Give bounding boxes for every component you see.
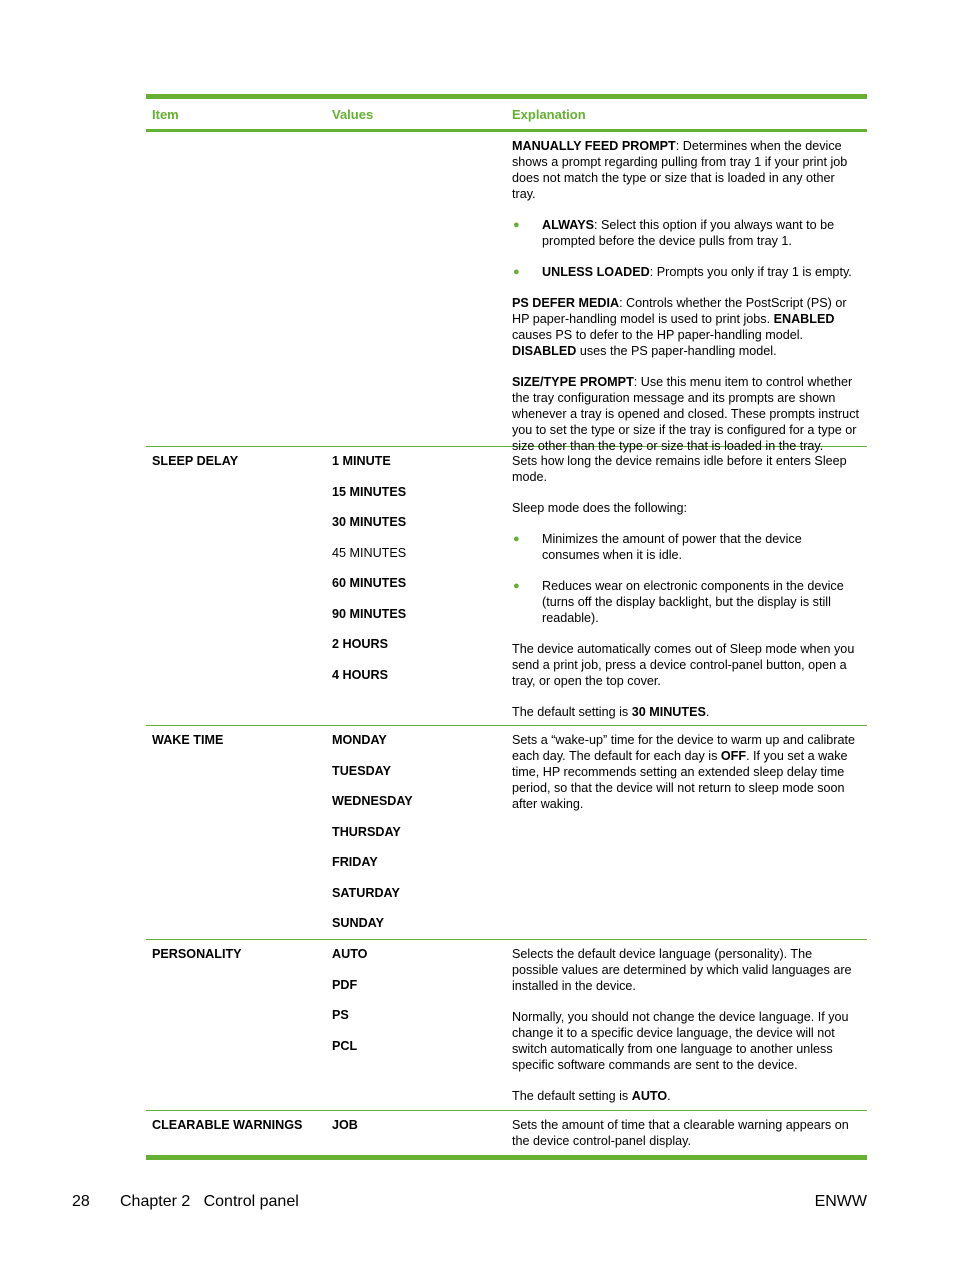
value-option: 90 MINUTES (332, 606, 407, 621)
value-option: PS (332, 1008, 349, 1022)
bullet-icon: ● (513, 580, 520, 592)
manual-feed-paragraph: MANUALLY FEED PROMPT: Determines when the device shows a prompt regarding pulling from tray 1 if your print job does not match the type or size that is loaded in any other tray. (512, 139, 848, 201)
value-option: PCL (332, 1038, 358, 1053)
list-item: ● ALWAYS: Select this option if you always want to be prompted before the device pulls from tray 1. (513, 218, 835, 248)
list-item: ● Minimizes the amount of power that the device consumes when it is idle. (513, 532, 802, 562)
size-type-paragraph: SIZE/TYPE PROMPT: Use this menu item to control whether the tray configuration message and its prompts are shown whenever a tray is opened and closed. These prompts instruct you to set the type or size if the tray is configured for a type or size other than the type or size that is loaded in the tray. (512, 375, 859, 453)
explanation-cell: Sets how long the device remains idle before it enters Sleep mode. Sleep mode does the following: ● Minimizes the amount of power that the device consumes when it is idle. ● Reduces wear on electronic components in the device (turns off the display backlight, but the display is still readable). The device automatically comes out of Sleep mode when you send a print job, press a device control-panel button, open a tray, or open the top cover. The default setting is 30 MINUTES. (506, 447, 867, 725)
default-setting: The default setting is 30 MINUTES. (512, 705, 710, 719)
list-item: ● UNLESS LOADED: Prompts you only if tray 1 is empty. (513, 265, 852, 279)
table-header (146, 99, 867, 132)
ps-defer-paragraph: PS DEFER MEDIA: Controls whether the PostScript (PS) or HP paper-handling model is used to print jobs. ENABLED causes PS to defer to the HP paper-handling model. DISABLED uses the PS paper-handling model. (512, 296, 847, 358)
values-cell (326, 447, 506, 725)
value-option: TUESDAY (332, 763, 392, 778)
value-option: JOB (332, 1118, 358, 1132)
value-option: WEDNESDAY (332, 794, 413, 808)
value-option: 2 HOURS (332, 637, 388, 651)
page-number: 28 (72, 1193, 90, 1210)
value-option: 4 HOURS (332, 667, 388, 682)
list-item: ● Reduces wear on electronic components in the device (turns off the display backlight, but the display is still readable). (513, 579, 844, 625)
value-option: PDF (332, 977, 358, 992)
value-option: FRIDAY (332, 855, 378, 869)
header-item: Item (152, 106, 179, 122)
item-cell: PERSONALITY (152, 947, 242, 961)
value-option: MONDAY (332, 733, 387, 747)
value-option: 45 MINUTES (332, 545, 407, 560)
explanation-cell (506, 132, 867, 453)
bullet-icon: ● (513, 219, 520, 231)
menu-table (146, 94, 867, 1160)
value-option: SATURDAY (332, 885, 400, 900)
page-footer (72, 1193, 867, 1211)
item-cell: CLEARABLE WARNINGS (152, 1118, 303, 1132)
value-option: AUTO (332, 947, 368, 961)
explanation-cell: Selects the default device language (personality). The possible values are determined by which valid languages are installed in the device. Normally, you should not change the device language. If you change it to a specific device language, the device will not switch automatically from one language to another unless specific software commands are sent to the device. The default setting is AUTO. (506, 940, 867, 1110)
item-cell: WAKE TIME (152, 733, 224, 747)
bullet-icon: ● (513, 533, 520, 545)
table-bottom-rule (146, 1155, 867, 1160)
table-row-wake-time (146, 726, 867, 940)
item-cell: SLEEP DELAY (152, 454, 239, 468)
values-cell (326, 940, 506, 1110)
table-row-personality (146, 940, 867, 1111)
explanation-cell: Sets the amount of time that a clearable warning appears on the device control-panel display. (512, 1118, 849, 1148)
explanation-cell: Sets a “wake-up” time for the device to warm up and calibrate each day. The default for each day is OFF. If you set a wake time, HP recommends setting an extended sleep delay time period, so that the device will not return to sleep mode soon after waking. (512, 733, 855, 811)
header-explanation: Explanation (512, 106, 586, 122)
bullet-icon: ● (513, 266, 520, 278)
value-option: 15 MINUTES (332, 484, 407, 499)
value-option: SUNDAY (332, 916, 385, 930)
value-option: 1 MINUTE (332, 454, 391, 468)
value-option: 60 MINUTES (332, 576, 407, 590)
table-row-clearable-warnings (146, 1111, 867, 1155)
doc-tag: ENWW (814, 1193, 867, 1210)
header-values: Values (332, 106, 374, 122)
value-option: 30 MINUTES (332, 515, 407, 529)
chapter-title: Chapter 2 Control panel (120, 1193, 299, 1210)
values-cell (326, 726, 506, 939)
table-row (146, 132, 867, 453)
table-row-sleep-delay (146, 447, 867, 726)
default-setting: The default setting is AUTO. (512, 1089, 671, 1103)
value-option: THURSDAY (332, 824, 401, 839)
values-cell (326, 1111, 506, 1155)
